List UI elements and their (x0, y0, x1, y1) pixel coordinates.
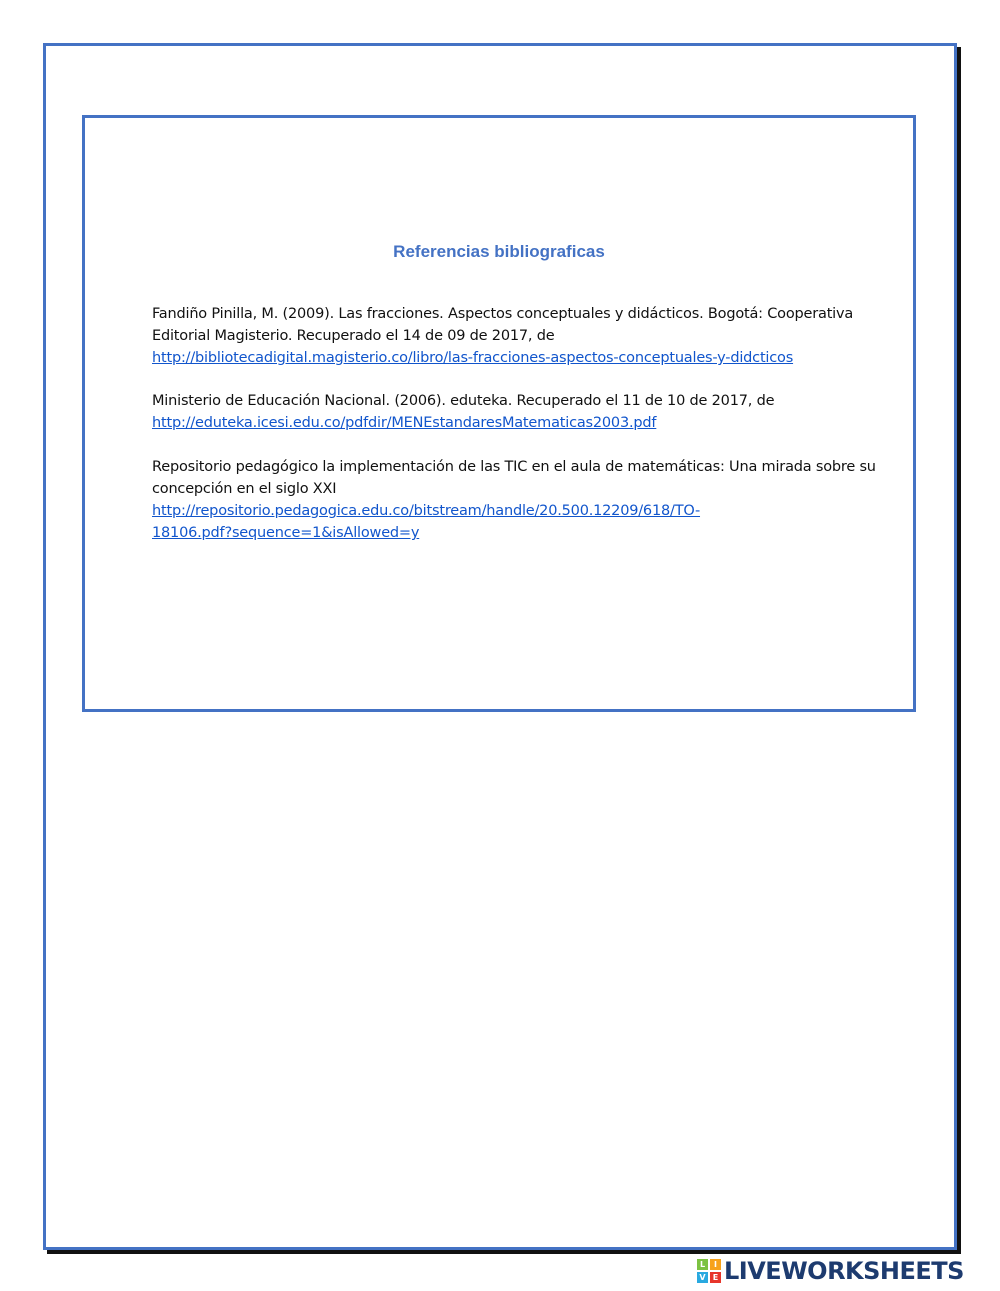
reference-text-line: Repositorio pedagógico la implementación de las TIC en el aula de matemáticas: Una mirada sobre su (152, 459, 876, 475)
reference-link[interactable]: http://bibliotecadigital.magisterio.co/libro/las-fracciones-aspectos-conceptuales-y-didcticos (152, 350, 794, 366)
references-title: Referencias bibliograficas (393, 242, 605, 261)
reference-text-line: concepción en el siglo XXI (152, 481, 337, 497)
logo-block: E (710, 1272, 721, 1283)
logo-block: L (697, 1259, 708, 1270)
reference-entry (152, 303, 902, 369)
logo-blocks-icon (697, 1259, 721, 1283)
reference-entry (152, 390, 902, 434)
reference-link[interactable]: 18106.pdf?sequence=1&isAllowed=y (152, 525, 420, 541)
logo-block: I (710, 1259, 721, 1270)
reference-entry (152, 456, 902, 544)
reference-link[interactable]: http://eduteka.icesi.edu.co/pdfdir/MENEstandaresMatematicas2003.pdf (152, 415, 657, 431)
reference-text-line: Ministerio de Educación Nacional. (2006). eduteka. Recuperado el 11 de 10 de 2017, de (152, 393, 775, 409)
logo-block: V (697, 1272, 708, 1283)
logo-text: LIVEWORKSHEETS (724, 1257, 964, 1285)
reference-text-line: Editorial Magisterio. Recuperado el 14 de 09 de 2017, de (152, 328, 555, 344)
references-box (82, 115, 916, 712)
reference-text-line: Fandiño Pinilla, M. (2009). Las fracciones. Aspectos conceptuales y didácticos. Bogotá: Cooperativa (152, 306, 854, 322)
reference-link[interactable]: http://repositorio.pedagogica.edu.co/bitstream/handle/20.500.12209/618/TO- (152, 503, 701, 519)
liveworksheets-logo[interactable] (697, 1258, 964, 1284)
